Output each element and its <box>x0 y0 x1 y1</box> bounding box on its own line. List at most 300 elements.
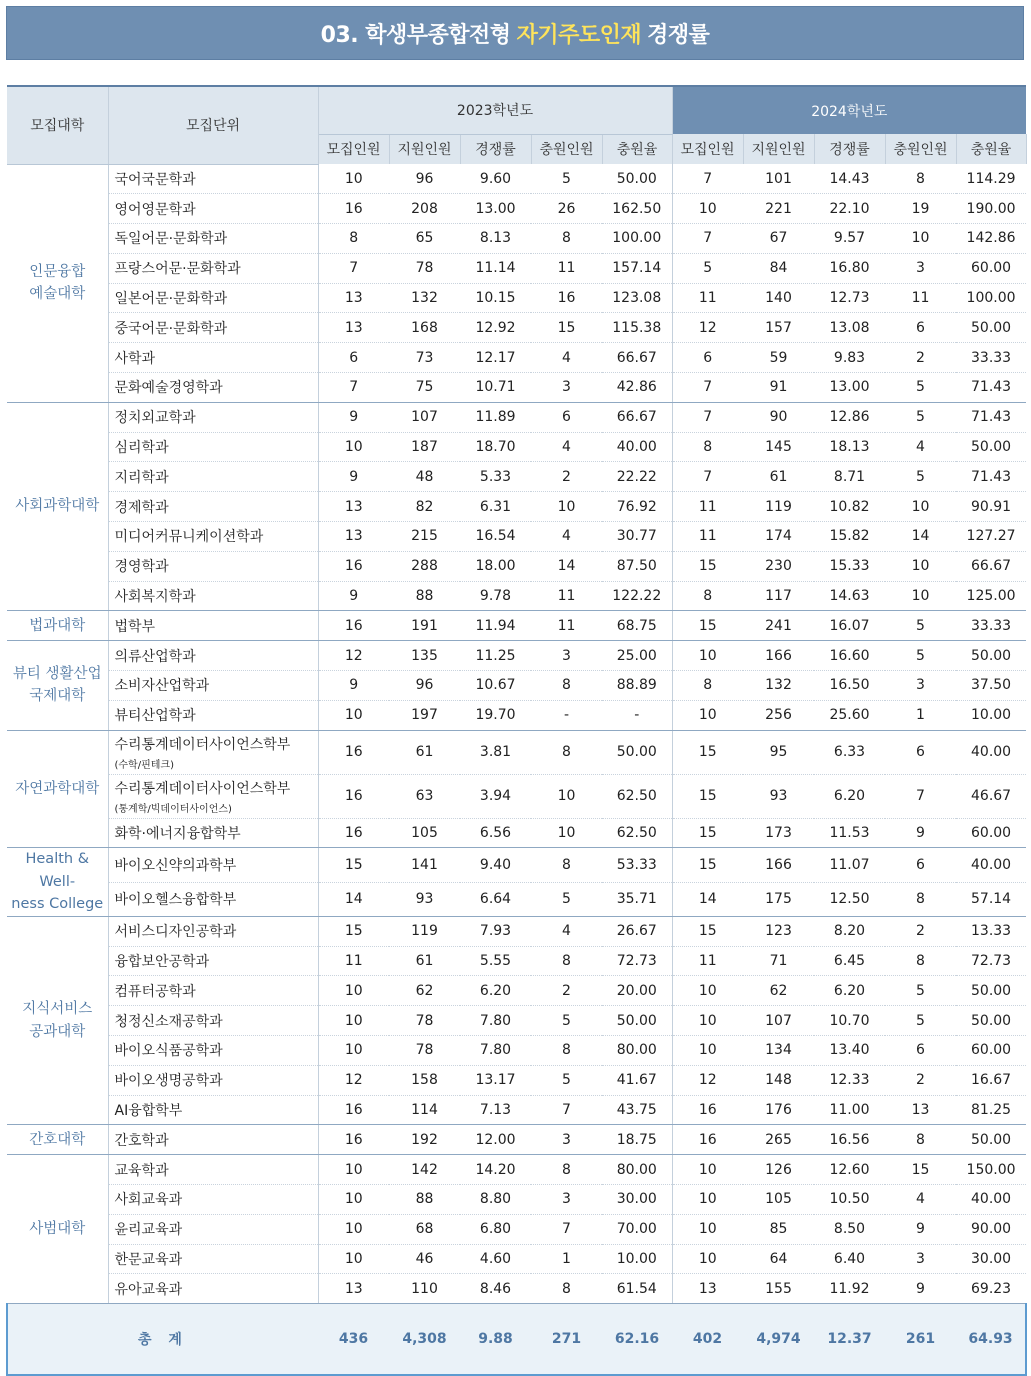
value-cell: 12 <box>672 313 743 343</box>
value-cell: 158 <box>389 1065 460 1095</box>
value-cell: 16 <box>672 1095 743 1125</box>
value-cell: 10 <box>885 224 956 254</box>
unit-name: 중국어문·문화학과 <box>114 320 228 337</box>
value-cell: 72.73 <box>956 946 1026 976</box>
value-cell: 60.00 <box>956 1036 1026 1066</box>
value-cell: 241 <box>743 611 814 641</box>
value-cell: 114.29 <box>956 164 1026 194</box>
value-cell: 50.00 <box>956 313 1026 343</box>
unit-cell <box>108 373 318 403</box>
value-cell: 9.40 <box>460 848 531 882</box>
unit-cell <box>108 522 318 552</box>
table-row <box>7 462 1026 492</box>
unit-cell <box>108 283 318 313</box>
value-cell: 10 <box>885 551 956 581</box>
unit-cell <box>108 1274 318 1304</box>
subheader-2024-1: 지원인원 <box>743 134 814 164</box>
value-cell: 16.56 <box>814 1125 885 1155</box>
value-cell: 16.67 <box>956 1065 1026 1095</box>
value-cell: 6 <box>672 343 743 373</box>
value-cell: 91 <box>743 373 814 403</box>
value-cell: 16 <box>531 283 602 313</box>
value-cell: 11 <box>531 581 602 611</box>
table-row <box>7 313 1026 343</box>
value-cell: 81.25 <box>956 1095 1026 1125</box>
value-cell: 87.50 <box>602 551 672 581</box>
value-cell: 9.57 <box>814 224 885 254</box>
value-cell: 15 <box>318 848 389 882</box>
value-cell: 8 <box>531 730 602 774</box>
value-cell: 3 <box>885 253 956 283</box>
value-cell: 8 <box>531 224 602 254</box>
value-cell: 3 <box>885 671 956 701</box>
table-row <box>7 882 1026 916</box>
value-cell: 12.50 <box>814 882 885 916</box>
value-cell: 84 <box>743 253 814 283</box>
total-value: 9.88 <box>460 1304 531 1376</box>
value-cell: 7 <box>531 1214 602 1244</box>
value-cell: 10.50 <box>814 1185 885 1215</box>
value-cell: 10 <box>672 1155 743 1185</box>
total-value: 4,974 <box>743 1304 814 1376</box>
value-cell: 69.23 <box>956 1274 1026 1304</box>
value-cell: 50.00 <box>956 976 1026 1006</box>
value-cell: 5.55 <box>460 946 531 976</box>
value-cell: 6 <box>885 313 956 343</box>
value-cell: 80.00 <box>602 1036 672 1066</box>
value-cell: 8 <box>531 848 602 882</box>
unit-cell <box>108 730 318 774</box>
value-cell: 48 <box>389 462 460 492</box>
value-cell: 8 <box>672 671 743 701</box>
total-value: 4,308 <box>389 1304 460 1376</box>
value-cell: 155 <box>743 1274 814 1304</box>
value-cell: 6.80 <box>460 1214 531 1244</box>
value-cell: 78 <box>389 253 460 283</box>
value-cell: 122.22 <box>602 581 672 611</box>
table-row <box>7 1065 1026 1095</box>
unit-cell <box>108 671 318 701</box>
table-row <box>7 253 1026 283</box>
value-cell: 9 <box>885 818 956 848</box>
value-cell: 123 <box>743 916 814 946</box>
value-cell: 6 <box>885 1036 956 1066</box>
table-row <box>7 774 1026 818</box>
value-cell: 14 <box>885 522 956 552</box>
college-name: 법과대학 <box>7 611 108 641</box>
unit-name: 심리학과 <box>114 440 169 457</box>
value-cell: 46 <box>389 1244 460 1274</box>
value-cell: 8 <box>531 946 602 976</box>
header-year-2024: 2024학년도 <box>672 86 1026 134</box>
value-cell: 6 <box>885 730 956 774</box>
value-cell: 22.10 <box>814 194 885 224</box>
unit-cell <box>108 1036 318 1066</box>
table-row <box>7 402 1026 432</box>
value-cell: 15.33 <box>814 551 885 581</box>
value-cell: 10 <box>531 492 602 522</box>
value-cell: 30.00 <box>602 1185 672 1215</box>
value-cell: 12.00 <box>460 1125 531 1155</box>
value-cell: 10 <box>318 1006 389 1036</box>
unit-cell <box>108 551 318 581</box>
value-cell: 9.83 <box>814 343 885 373</box>
value-cell: 50.00 <box>956 641 1026 671</box>
value-cell: 114 <box>389 1095 460 1125</box>
value-cell: 7 <box>531 1095 602 1125</box>
table-row <box>7 164 1026 194</box>
unit-cell <box>108 1214 318 1244</box>
unit-cell <box>108 774 318 818</box>
table-row <box>7 641 1026 671</box>
value-cell: 11 <box>318 946 389 976</box>
unit-cell <box>108 313 318 343</box>
value-cell: 13 <box>318 283 389 313</box>
unit-cell <box>108 253 318 283</box>
value-cell: 127.27 <box>956 522 1026 552</box>
table-row <box>7 492 1026 522</box>
value-cell: 5 <box>885 402 956 432</box>
value-cell: 16 <box>318 774 389 818</box>
table-row <box>7 848 1026 882</box>
value-cell: 10 <box>318 1036 389 1066</box>
value-cell: 10 <box>672 976 743 1006</box>
unit-name: 뷰티산업학과 <box>114 708 196 725</box>
value-cell: 15 <box>672 848 743 882</box>
value-cell: - <box>602 700 672 730</box>
value-cell: 10 <box>318 1244 389 1274</box>
value-cell: 11.94 <box>460 611 531 641</box>
value-cell: 75 <box>389 373 460 403</box>
college-name: 간호대학 <box>7 1125 108 1155</box>
value-cell: 4 <box>885 432 956 462</box>
value-cell: 16 <box>318 818 389 848</box>
value-cell: 175 <box>743 882 814 916</box>
value-cell: 8.71 <box>814 462 885 492</box>
value-cell: 176 <box>743 1095 814 1125</box>
value-cell: 19.70 <box>460 700 531 730</box>
value-cell: 9.60 <box>460 164 531 194</box>
value-cell: 173 <box>743 818 814 848</box>
value-cell: 8 <box>672 432 743 462</box>
unit-cell <box>108 224 318 254</box>
value-cell: 40.00 <box>956 848 1026 882</box>
unit-name: 서비스디자인공학과 <box>114 924 237 941</box>
unit-cell <box>108 343 318 373</box>
value-cell: 10.67 <box>460 671 531 701</box>
value-cell: 88 <box>389 581 460 611</box>
unit-cell <box>108 1155 318 1185</box>
table-row <box>7 671 1026 701</box>
table-row <box>7 1006 1026 1036</box>
total-value: 402 <box>672 1304 743 1376</box>
value-cell: 10 <box>672 641 743 671</box>
table-row <box>7 224 1026 254</box>
value-cell: 10 <box>318 1155 389 1185</box>
value-cell: 8 <box>885 1125 956 1155</box>
college-name: 자연과학대학 <box>7 730 108 848</box>
unit-name: AI융합학부 <box>114 1103 183 1120</box>
value-cell: 16 <box>318 194 389 224</box>
table-row <box>7 432 1026 462</box>
value-cell: 12.86 <box>814 402 885 432</box>
value-cell: 3.94 <box>460 774 531 818</box>
value-cell: 4 <box>531 522 602 552</box>
value-cell: 43.75 <box>602 1095 672 1125</box>
value-cell: 11 <box>531 611 602 641</box>
value-cell: 8 <box>531 1155 602 1185</box>
value-cell: 110 <box>389 1274 460 1304</box>
value-cell: 4 <box>531 916 602 946</box>
value-cell: 8 <box>885 946 956 976</box>
value-cell: 5 <box>885 611 956 641</box>
value-cell: 8 <box>672 581 743 611</box>
value-cell: 15 <box>531 313 602 343</box>
unit-name: 바이오식품공학과 <box>114 1043 223 1060</box>
value-cell: 12.17 <box>460 343 531 373</box>
unit-name: 청정신소재공학과 <box>114 1013 223 1030</box>
value-cell: 13.33 <box>956 916 1026 946</box>
value-cell: 166 <box>743 641 814 671</box>
value-cell: 157.14 <box>602 253 672 283</box>
table-row <box>7 1125 1026 1155</box>
value-cell: 16 <box>318 730 389 774</box>
value-cell: 14 <box>318 882 389 916</box>
value-cell: 15.82 <box>814 522 885 552</box>
title-highlight: 자기주도인재 <box>516 22 642 48</box>
value-cell: 71.43 <box>956 373 1026 403</box>
unit-name: 사학과 <box>114 350 156 367</box>
value-cell: 8 <box>885 164 956 194</box>
value-cell: 166 <box>743 848 814 882</box>
unit-cell <box>108 976 318 1006</box>
total-value: 12.37 <box>814 1304 885 1376</box>
value-cell: 5 <box>672 253 743 283</box>
value-cell: 11 <box>672 522 743 552</box>
value-cell: 12.33 <box>814 1065 885 1095</box>
value-cell: 6.20 <box>814 976 885 1006</box>
table-row <box>7 1095 1026 1125</box>
value-cell: 100.00 <box>602 224 672 254</box>
unit-cell <box>108 194 318 224</box>
unit-cell <box>108 916 318 946</box>
unit-name: 유아교육과 <box>114 1281 183 1298</box>
value-cell: 10 <box>672 700 743 730</box>
value-cell: 80.00 <box>602 1155 672 1185</box>
value-cell: 2 <box>885 916 956 946</box>
value-cell: 60.00 <box>956 253 1026 283</box>
value-cell: 126 <box>743 1155 814 1185</box>
value-cell: 11.92 <box>814 1274 885 1304</box>
unit-cell <box>108 1006 318 1036</box>
value-cell: 12 <box>318 1065 389 1095</box>
value-cell: 7 <box>672 224 743 254</box>
total-row <box>7 1304 1026 1376</box>
value-cell: 10 <box>885 492 956 522</box>
table-row <box>7 1244 1026 1274</box>
value-cell: 95 <box>743 730 814 774</box>
unit-cell <box>108 700 318 730</box>
total-value: 64.93 <box>956 1304 1026 1376</box>
unit-name: 융합보안공학과 <box>114 954 210 971</box>
value-cell: 9 <box>318 581 389 611</box>
header-year-2023: 2023학년도 <box>318 86 672 134</box>
value-cell: 61 <box>389 946 460 976</box>
value-cell: 141 <box>389 848 460 882</box>
unit-name: 윤리교육과 <box>114 1222 183 1239</box>
value-cell: 11.53 <box>814 818 885 848</box>
table-row <box>7 976 1026 1006</box>
unit-cell <box>108 1185 318 1215</box>
value-cell: 107 <box>389 402 460 432</box>
value-cell: 12 <box>318 641 389 671</box>
value-cell: 8.20 <box>814 916 885 946</box>
value-cell: 78 <box>389 1036 460 1066</box>
value-cell: 59 <box>743 343 814 373</box>
value-cell: 208 <box>389 194 460 224</box>
value-cell: 4 <box>531 343 602 373</box>
value-cell: 145 <box>743 432 814 462</box>
value-cell: 6.20 <box>814 774 885 818</box>
value-cell: 5 <box>885 1006 956 1036</box>
value-cell: 7.93 <box>460 916 531 946</box>
value-cell: 11.14 <box>460 253 531 283</box>
value-cell: 14.63 <box>814 581 885 611</box>
unit-cell <box>108 402 318 432</box>
unit-name: 사회교육과 <box>114 1192 183 1209</box>
value-cell: 68.75 <box>602 611 672 641</box>
value-cell: 157 <box>743 313 814 343</box>
table-row <box>7 1214 1026 1244</box>
college-name: 인문융합 예술대학 <box>7 164 108 402</box>
value-cell: 13 <box>672 1274 743 1304</box>
value-cell: 67 <box>743 224 814 254</box>
table-row <box>7 194 1026 224</box>
title-suffix: 경쟁률 <box>647 22 710 48</box>
total-value: 62.16 <box>602 1304 672 1376</box>
header-college: 모집대학 <box>7 86 108 164</box>
value-cell: 14.43 <box>814 164 885 194</box>
value-cell: 70.00 <box>602 1214 672 1244</box>
value-cell: 16.54 <box>460 522 531 552</box>
unit-name: 의류산업학과 <box>114 648 196 665</box>
value-cell: 8 <box>531 1036 602 1066</box>
value-cell: 41.67 <box>602 1065 672 1095</box>
value-cell: 37.50 <box>956 671 1026 701</box>
value-cell: 16.80 <box>814 253 885 283</box>
value-cell: 62 <box>389 976 460 1006</box>
college-name: 사범대학 <box>7 1155 108 1304</box>
value-cell: 1 <box>885 700 956 730</box>
value-cell: 105 <box>389 818 460 848</box>
table-row <box>7 283 1026 313</box>
value-cell: 8 <box>318 224 389 254</box>
value-cell: 11 <box>672 492 743 522</box>
value-cell: 115.38 <box>602 313 672 343</box>
value-cell: 10.00 <box>602 1244 672 1274</box>
value-cell: 8.50 <box>814 1214 885 1244</box>
unit-cell <box>108 818 318 848</box>
unit-name: 컴퓨터공학과 <box>114 983 196 1000</box>
college-name: Health & Well- ness College <box>7 848 108 916</box>
value-cell: 6 <box>318 343 389 373</box>
unit-cell <box>108 432 318 462</box>
total-value: 436 <box>318 1304 389 1376</box>
value-cell: 18.70 <box>460 432 531 462</box>
value-cell: 5 <box>531 1065 602 1095</box>
value-cell: 7.13 <box>460 1095 531 1125</box>
value-cell: 132 <box>743 671 814 701</box>
unit-name: 수리통계데이터사이언스학부 <box>114 780 291 797</box>
value-cell: 215 <box>389 522 460 552</box>
value-cell: 9 <box>318 671 389 701</box>
value-cell: 3 <box>531 1125 602 1155</box>
value-cell: 9 <box>885 1274 956 1304</box>
value-cell: 16 <box>318 1095 389 1125</box>
value-cell: 11 <box>672 946 743 976</box>
value-cell: 53.33 <box>602 848 672 882</box>
unit-cell <box>108 492 318 522</box>
value-cell: 5 <box>885 976 956 1006</box>
value-cell: 6 <box>531 402 602 432</box>
value-cell: 71.43 <box>956 402 1026 432</box>
unit-name: 정치외교학과 <box>114 410 196 427</box>
value-cell: 10 <box>318 976 389 1006</box>
value-cell: 191 <box>389 611 460 641</box>
value-cell: 13 <box>885 1095 956 1125</box>
unit-name: 한문교육과 <box>114 1252 183 1268</box>
value-cell: 50.00 <box>956 1125 1026 1155</box>
unit-name: 간호학과 <box>114 1132 169 1149</box>
value-cell: 123.08 <box>602 283 672 313</box>
unit-name: 일본어문·문화학과 <box>114 291 228 308</box>
value-cell: 11 <box>531 253 602 283</box>
table-row <box>7 1036 1026 1066</box>
value-cell: 35.71 <box>602 882 672 916</box>
value-cell: 101 <box>743 164 814 194</box>
value-cell: 42.86 <box>602 373 672 403</box>
value-cell: 50.00 <box>956 432 1026 462</box>
value-cell: 18.00 <box>460 551 531 581</box>
value-cell: 73 <box>389 343 460 373</box>
value-cell: 7 <box>672 402 743 432</box>
value-cell: 8.80 <box>460 1185 531 1215</box>
value-cell: 25.60 <box>814 700 885 730</box>
value-cell: 33.33 <box>956 611 1026 641</box>
value-cell: 142 <box>389 1155 460 1185</box>
value-cell: 30.00 <box>956 1244 1026 1274</box>
value-cell: 88 <box>389 1185 460 1215</box>
value-cell: 10 <box>531 818 602 848</box>
value-cell: 66.67 <box>602 343 672 373</box>
value-cell: 125.00 <box>956 581 1026 611</box>
value-cell: 13 <box>318 492 389 522</box>
value-cell: 11 <box>672 283 743 313</box>
value-cell: 15 <box>672 551 743 581</box>
table-row <box>7 916 1026 946</box>
value-cell: 4 <box>885 1185 956 1215</box>
unit-subtitle: (수학/핀테크) <box>114 759 174 771</box>
value-cell: 63 <box>389 774 460 818</box>
value-cell: 10 <box>318 1214 389 1244</box>
value-cell: 10 <box>672 1036 743 1066</box>
value-cell: 8 <box>531 1274 602 1304</box>
unit-name: 지리학과 <box>114 469 169 486</box>
value-cell: 4.60 <box>460 1244 531 1274</box>
value-cell: 6.31 <box>460 492 531 522</box>
value-cell: 10 <box>672 1185 743 1215</box>
value-cell: 7 <box>885 774 956 818</box>
